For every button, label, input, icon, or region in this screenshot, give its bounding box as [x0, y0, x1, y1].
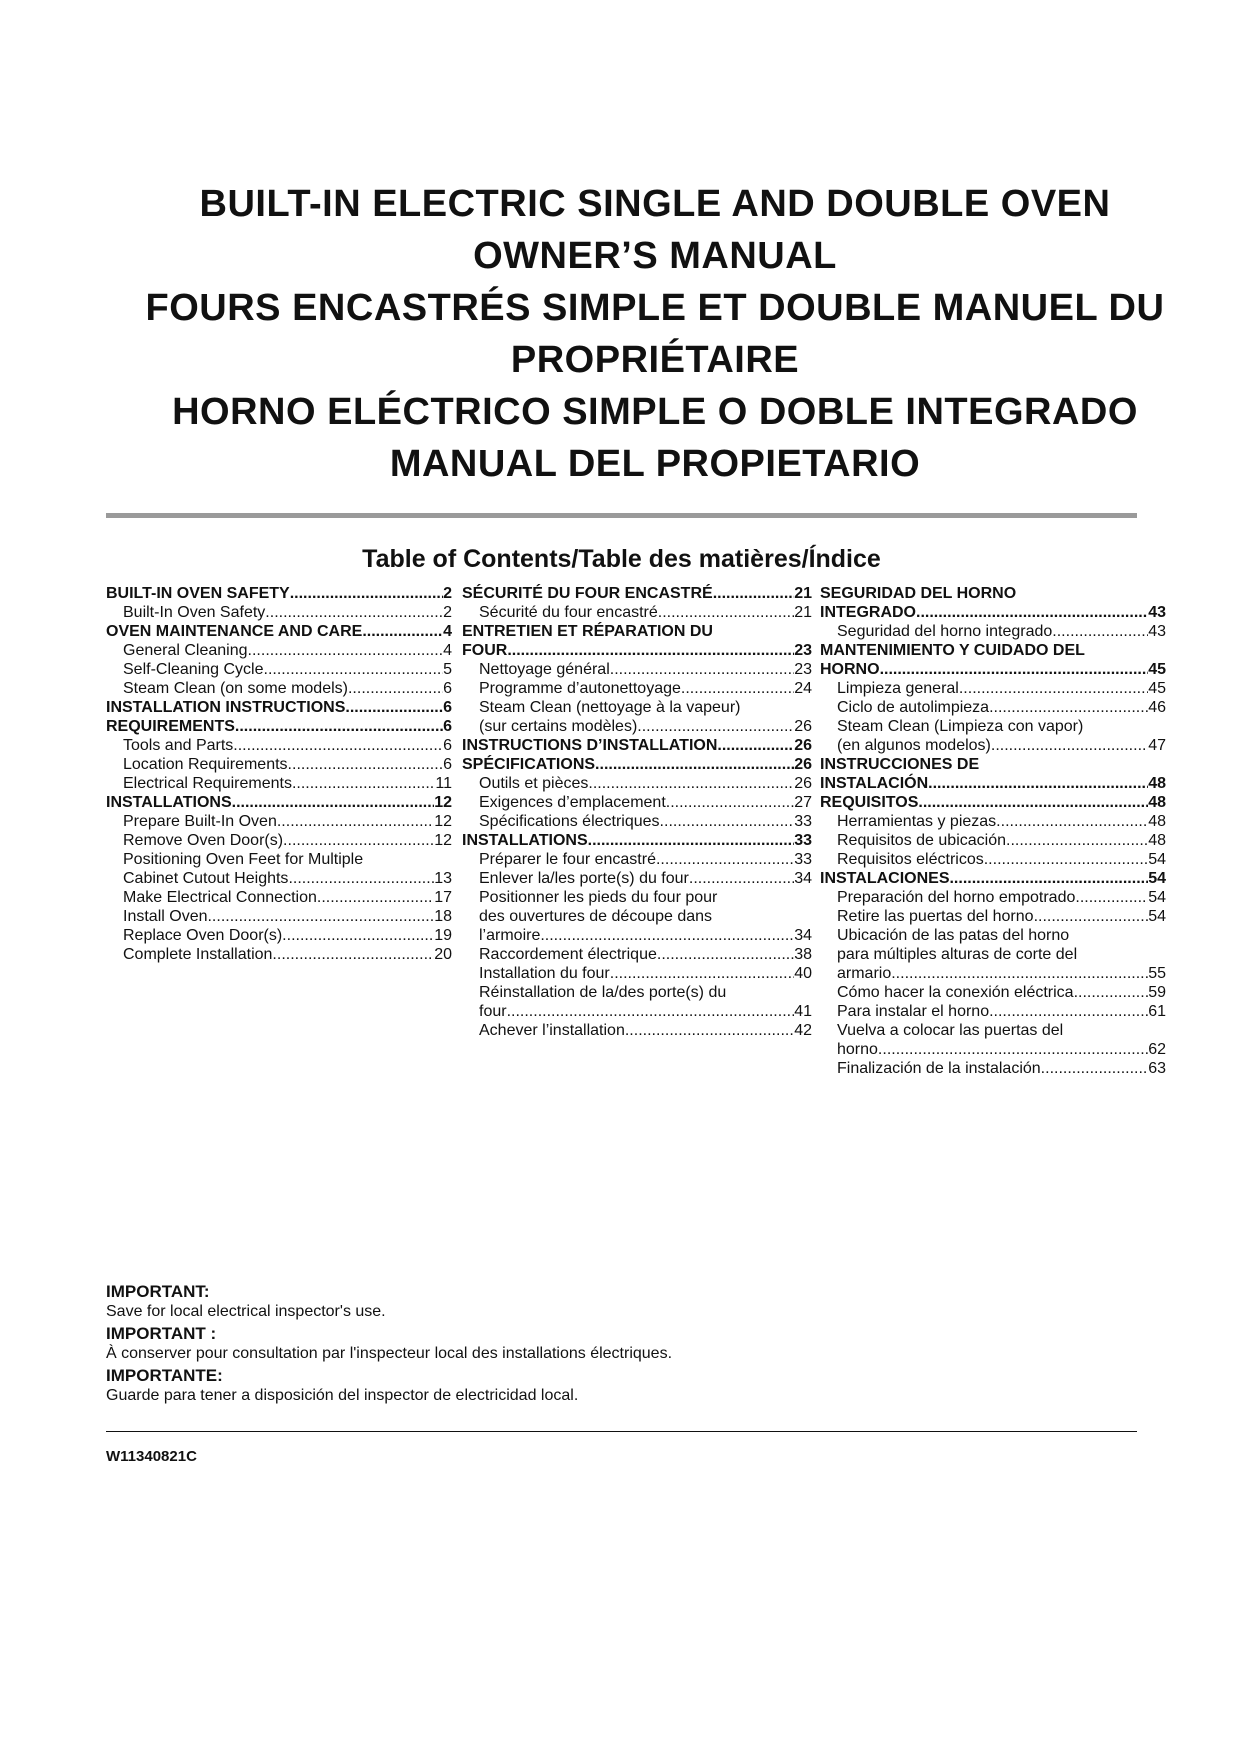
toc-entry-label: INSTALLATIONS: [462, 832, 588, 849]
toc-entry: [820, 755, 1166, 774]
toc-entry-page: 4: [443, 642, 452, 659]
toc-entry-label: INSTALACIÓN: [820, 775, 929, 792]
toc-entry-page: 21: [794, 604, 812, 621]
toc-leader-dots: [248, 641, 444, 660]
title-line: PROPRIÉTAIRE: [510, 339, 800, 381]
toc-entry: [820, 907, 1166, 926]
toc-entry-page: 54: [1148, 870, 1166, 887]
toc-column-english: [106, 584, 452, 964]
toc-entry-label: Remove Oven Door(s): [123, 832, 284, 849]
toc-leader-dots: [656, 850, 794, 869]
toc-leader-dots: [282, 926, 434, 945]
toc-entry-label: Herramientas y piezas: [837, 813, 997, 830]
toc-entry-page: 54: [1148, 908, 1166, 925]
toc-leader-dots: [1075, 888, 1148, 907]
toc-entry-page: 6: [443, 680, 452, 697]
toc-leader-dots: [277, 812, 434, 831]
toc-entry: [820, 945, 1166, 964]
toc-entry: [462, 717, 812, 736]
toc-leader-dots: [290, 584, 443, 603]
toc-leader-dots: [588, 831, 795, 850]
toc-entry-label: Electrical Requirements: [123, 775, 292, 792]
toc-entry-label: INSTRUCCIONES DE: [820, 756, 980, 773]
manual-title: [100, 178, 1210, 490]
toc-entry: [820, 736, 1166, 755]
toc-entry-label: SEGURIDAD DEL HORNO: [820, 585, 1017, 602]
toc-entry: [462, 660, 812, 679]
toc-entry-page: 26: [794, 718, 812, 735]
toc-entry-page: 12: [434, 832, 452, 849]
toc-entry-label: REQUIREMENTS: [106, 718, 235, 735]
toc-entry-page: 2: [443, 585, 452, 602]
toc-entry: [462, 1021, 812, 1040]
toc-entry-label: Cómo hacer la conexión eléctrica: [837, 984, 1074, 1001]
toc-entry-label: Requisitos de ubicación: [837, 832, 1006, 849]
toc-leader-dots: [928, 774, 1148, 793]
toc-entry-label: INSTALLATION INSTRUCTIONS: [106, 699, 346, 716]
title-line: FOURS ENCASTRÉS SIMPLE ET DOUBLE MANUEL DU: [145, 287, 1165, 329]
toc-entry-label: Sécurité du four encastré: [479, 604, 658, 621]
toc-entry-label: Make Electrical Connection: [123, 889, 317, 906]
toc-entry-label: INSTRUCTIONS D’INSTALLATION: [462, 737, 718, 754]
toc-leader-dots: [1006, 831, 1148, 850]
toc-entry: [462, 850, 812, 869]
toc-entry-page: 54: [1148, 889, 1166, 906]
toc-entry-label: para múltiples alturas de corte del: [837, 946, 1078, 963]
toc-entry: [106, 755, 452, 774]
toc-leader-dots: [507, 641, 794, 660]
toc-entry: [462, 831, 812, 850]
toc-entry: [820, 926, 1166, 945]
toc-entry-label: Programme d’autonettoyage: [479, 680, 681, 697]
toc-leader-dots: [363, 850, 452, 869]
toc-entry-page: 4: [443, 623, 452, 640]
toc-entry: [106, 622, 452, 641]
toc-entry-page: 26: [794, 756, 812, 773]
toc-entry-label: Steam Clean (Limpieza con vapor): [837, 718, 1084, 735]
toc-entry-label: Achever l’installation: [479, 1022, 625, 1039]
toc-leader-dots: [1052, 622, 1148, 641]
toc-entry: [462, 774, 812, 793]
toc-entry: [820, 793, 1166, 812]
toc-leader-dots: [666, 793, 794, 812]
toc-entry: [462, 888, 812, 907]
toc-entry-page: 6: [443, 737, 452, 754]
toc-entry-label: REQUISITOS: [820, 794, 919, 811]
toc-leader-dots: [1041, 1059, 1149, 1078]
toc-leader-dots: [984, 850, 1148, 869]
toc-entry-label: INTEGRADO: [820, 604, 916, 621]
toc-entry-label: Outils et pièces: [479, 775, 589, 792]
toc-entry-label: Enlever la/les porte(s) du four: [479, 870, 689, 887]
notice-heading-es: IMPORTANTE:: [106, 1366, 223, 1385]
footer-divider: [106, 1431, 1137, 1432]
toc-leader-dots: [595, 755, 794, 774]
toc-leader-dots: [878, 1040, 1148, 1059]
toc-entry-page: 41: [794, 1003, 812, 1020]
title-line: OWNER’S MANUAL: [473, 235, 837, 277]
notice-heading-fr: IMPORTANT :: [106, 1324, 217, 1343]
toc-leader-dots: [1063, 1021, 1166, 1040]
toc-entry-label: Finalización de la instalación: [837, 1060, 1041, 1077]
toc-entry: [106, 907, 452, 926]
toc-entry-label: BUILT-IN OVEN SAFETY: [106, 585, 290, 602]
toc-entry-page: 38: [794, 946, 812, 963]
toc-leader-dots: [637, 717, 794, 736]
toc-entry-page: 48: [1148, 775, 1166, 792]
toc-entry-page: 33: [794, 813, 812, 830]
toc-entry-label: Réinstallation de la/des porte(s) du: [479, 984, 727, 1001]
toc-entry-label: INSTALLATIONS: [106, 794, 232, 811]
toc-leader-dots: [288, 755, 444, 774]
toc-leader-dots: [713, 622, 812, 641]
toc-entry-page: 23: [794, 661, 812, 678]
toc-entry-page: 61: [1148, 1003, 1166, 1020]
toc-leader-dots: [1085, 641, 1166, 660]
toc-entry-label: horno: [837, 1041, 878, 1058]
toc-entry: [462, 869, 812, 888]
toc-leader-dots: [996, 812, 1148, 831]
toc-entry: [820, 812, 1166, 831]
toc-entry-label: Préparer le four encastré: [479, 851, 656, 868]
toc-entry-page: 45: [1148, 680, 1166, 697]
toc-entry: [106, 945, 452, 964]
toc-entry: [106, 603, 452, 622]
toc-entry-label: MANTENIMIENTO Y CUIDADO DEL: [820, 642, 1085, 659]
toc-entry-page: 48: [1148, 832, 1166, 849]
toc-entry-label: Replace Oven Door(s): [123, 927, 283, 944]
toc-leader-dots: [348, 679, 443, 698]
toc-leader-dots: [658, 603, 794, 622]
toc-entry: [820, 964, 1166, 983]
toc-entry-page: 13: [434, 870, 452, 887]
toc-leader-dots: [949, 869, 1148, 888]
toc-entry: [462, 603, 812, 622]
toc-entry: [106, 660, 452, 679]
toc-entry-label: Raccordement électrique: [479, 946, 657, 963]
toc-leader-dots: [540, 926, 794, 945]
toc-leader-dots: [625, 1021, 794, 1040]
toc-entry-label: Cabinet Cutout Heights: [123, 870, 289, 887]
document-number: W11340821C: [106, 1448, 197, 1465]
toc-entry-page: 24: [794, 680, 812, 697]
toc-entry-label: ENTRETIEN ET RÉPARATION DU: [462, 623, 713, 640]
toc-entry-page: 34: [794, 870, 812, 887]
toc-entry: [462, 964, 812, 983]
toc-entry: [106, 850, 452, 869]
toc-leader-dots: [288, 869, 434, 888]
toc-entry: [462, 907, 812, 926]
toc-entry: [462, 736, 812, 755]
toc-leader-dots: [712, 907, 812, 926]
toc-leader-dots: [979, 755, 1166, 774]
toc-leader-dots: [588, 774, 794, 793]
toc-leader-dots: [918, 793, 1148, 812]
toc-entry-label: OVEN MAINTENANCE AND CARE: [106, 623, 363, 640]
toc-entry-label: Built-In Oven Safety: [123, 604, 266, 621]
toc-entry-page: 6: [443, 756, 452, 773]
toc-entry-page: 48: [1148, 813, 1166, 830]
toc-entry-page: 55: [1148, 965, 1166, 982]
toc-entry-label: FOUR: [462, 642, 508, 659]
toc-entry: [462, 698, 812, 717]
toc-entry: [820, 1021, 1166, 1040]
toc-entry-label: Ubicación de las patas del horno: [837, 927, 1070, 944]
toc-leader-dots: [689, 869, 794, 888]
toc-entry-label: HORNO: [820, 661, 880, 678]
toc-entry-page: 6: [443, 699, 452, 716]
toc-entry: [106, 736, 452, 755]
toc-entry: [106, 869, 452, 888]
toc-entry-page: 12: [434, 794, 452, 811]
toc-entry: [106, 717, 452, 736]
notice-text-en: Save for local electrical inspector's use.: [106, 1303, 386, 1320]
toc-leader-dots: [726, 983, 812, 1002]
toc-entry-label: Para instalar el horno: [837, 1003, 990, 1020]
toc-entry: [106, 831, 452, 850]
toc-entry-label: Exigences d’emplacement: [479, 794, 666, 811]
toc-entry-label: four: [479, 1003, 507, 1020]
toc-entry: [462, 679, 812, 698]
toc-entry-label: Self-Cleaning Cycle: [123, 661, 264, 678]
toc-entry: [820, 679, 1166, 698]
toc-entry-label: Complete Installation: [123, 946, 273, 963]
title-divider: [106, 513, 1137, 518]
toc-entry-page: 5: [443, 661, 452, 678]
toc-entry-label: SPÉCIFICATIONS: [462, 756, 596, 773]
toc-entry-page: 42: [794, 1022, 812, 1039]
toc-entry-label: (sur certains modèles): [479, 718, 638, 735]
toc-entry-label: armario: [837, 965, 892, 982]
toc-entry: [462, 945, 812, 964]
toc-leader-dots: [610, 660, 794, 679]
toc-leader-dots: [717, 736, 794, 755]
toc-leader-dots: [660, 812, 795, 831]
toc-entry-label: Ciclo de autolimpieza: [837, 699, 990, 716]
toc-entry-page: 27: [794, 794, 812, 811]
toc-entry-page: 48: [1148, 794, 1166, 811]
toc-leader-dots: [1074, 983, 1149, 1002]
toc-entry-label: (en algunos modelos): [837, 737, 991, 754]
toc-entry-label: General Cleaning: [123, 642, 248, 659]
toc-entry: [820, 622, 1166, 641]
toc-entry-page: 46: [1148, 699, 1166, 716]
toc-entry-label: l’armoire: [479, 927, 541, 944]
toc-entry-page: 45: [1148, 661, 1166, 678]
toc-leader-dots: [610, 964, 794, 983]
toc-leader-dots: [233, 736, 443, 755]
toc-entry: [820, 698, 1166, 717]
toc-entry-page: 34: [794, 927, 812, 944]
toc-entry-page: 26: [794, 775, 812, 792]
toc-entry-label: Limpieza general: [837, 680, 959, 697]
toc-heading: Table of Contents/Table des matières/Índice: [362, 545, 881, 573]
toc-entry-page: 21: [794, 585, 812, 602]
toc-entry: [462, 755, 812, 774]
toc-entry: [462, 983, 812, 1002]
toc-entry-page: 63: [1148, 1060, 1166, 1077]
title-line: MANUAL DEL PROPIETARIO: [389, 443, 921, 485]
toc-entry: [820, 850, 1166, 869]
toc-leader-dots: [207, 907, 434, 926]
toc-leader-dots: [345, 698, 443, 717]
toc-entry-label: Positionner les pieds du four pour: [479, 889, 718, 906]
toc-entry: [462, 584, 812, 603]
toc-entry-label: Positioning Oven Feet for Multiple: [123, 851, 364, 868]
toc-leader-dots: [959, 679, 1148, 698]
toc-entry-page: 40: [794, 965, 812, 982]
toc-entry-label: INSTALACIONES: [820, 870, 950, 887]
toc-entry: [106, 888, 452, 907]
toc-entry: [462, 793, 812, 812]
toc-leader-dots: [1016, 584, 1166, 603]
toc-entry-label: Nettoyage général: [479, 661, 610, 678]
toc-entry: [462, 1002, 812, 1021]
toc-entry-label: Seguridad del horno integrado: [837, 623, 1053, 640]
toc-entry-page: 6: [443, 718, 452, 735]
toc-entry: [462, 622, 812, 641]
toc-leader-dots: [1069, 926, 1166, 945]
title-line: BUILT-IN ELECTRIC SINGLE AND DOUBLE OVEN: [199, 183, 1111, 225]
toc-entry-label: Retire las puertas del horno: [837, 908, 1034, 925]
toc-entry-page: 59: [1148, 984, 1166, 1001]
toc-entry-page: 12: [434, 813, 452, 830]
toc-entry-label: Steam Clean (nettoyage à la vapeur): [479, 699, 741, 716]
toc-column-french: [462, 584, 812, 1040]
toc-leader-dots: [362, 622, 443, 641]
toc-entry-label: Location Requirements: [123, 756, 288, 773]
toc-entry: [820, 603, 1166, 622]
toc-entry: [106, 584, 452, 603]
toc-entry: [820, 774, 1166, 793]
toc-entry: [820, 1002, 1166, 1021]
toc-entry: [462, 641, 812, 660]
toc-column-spanish: [820, 584, 1166, 1078]
toc-leader-dots: [1077, 945, 1166, 964]
toc-leader-dots: [891, 964, 1148, 983]
toc-entry: [106, 812, 452, 831]
toc-leader-dots: [1034, 907, 1149, 926]
toc-entry-label: SÉCURITÉ DU FOUR ENCASTRÉ: [462, 585, 713, 602]
toc-entry: [820, 831, 1166, 850]
toc-entry: [106, 679, 452, 698]
toc-entry-page: 43: [1148, 623, 1166, 640]
toc-entry-label: Installation du four: [479, 965, 610, 982]
toc-entry-page: 19: [434, 927, 452, 944]
toc-entry: [820, 1040, 1166, 1059]
toc-entry: [462, 812, 812, 831]
toc-leader-dots: [283, 831, 434, 850]
toc-entry: [106, 641, 452, 660]
toc-entry-page: 54: [1148, 851, 1166, 868]
toc-leader-dots: [657, 945, 794, 964]
toc-entry: [820, 641, 1166, 660]
toc-leader-dots: [989, 1002, 1148, 1021]
notice-text-fr: À conserver pour consultation par l'inspecteur local des installations électriques.: [106, 1345, 673, 1362]
toc-entry-page: 62: [1148, 1041, 1166, 1058]
toc-entry: [106, 774, 452, 793]
toc-entry: [820, 1059, 1166, 1078]
toc-entry: [820, 717, 1166, 736]
toc-entry-label: Requisitos eléctricos: [837, 851, 984, 868]
toc-entry: [106, 698, 452, 717]
toc-entry-label: des ouvertures de découpe dans: [479, 908, 713, 925]
toc-entry-page: 47: [1148, 737, 1166, 754]
toc-entry: [462, 926, 812, 945]
toc-leader-dots: [880, 660, 1149, 679]
toc-leader-dots: [235, 717, 443, 736]
toc-leader-dots: [292, 774, 435, 793]
toc-leader-dots: [916, 603, 1148, 622]
toc-entry-page: 23: [794, 642, 812, 659]
toc-leader-dots: [232, 793, 435, 812]
toc-leader-dots: [1083, 717, 1166, 736]
toc-entry-label: Steam Clean (on some models): [123, 680, 348, 697]
toc-entry-page: 11: [435, 775, 452, 792]
title-line: HORNO ELÉCTRICO SIMPLE O DOBLE INTEGRADO: [172, 391, 1138, 433]
toc-entry-label: Preparación del horno empotrado: [837, 889, 1076, 906]
toc-entry-label: Vuelva a colocar las puertas del: [837, 1022, 1064, 1039]
toc-leader-dots: [713, 584, 795, 603]
toc-leader-dots: [681, 679, 794, 698]
toc-entry-label: Tools and Parts: [123, 737, 234, 754]
toc-leader-dots: [717, 888, 812, 907]
toc-leader-dots: [272, 945, 434, 964]
toc-leader-dots: [264, 660, 444, 679]
toc-entry-label: Install Oven: [123, 908, 208, 925]
toc-leader-dots: [991, 736, 1148, 755]
toc-leader-dots: [507, 1002, 795, 1021]
toc-entry-page: 2: [443, 604, 452, 621]
toc-leader-dots: [989, 698, 1148, 717]
toc-entry: [820, 983, 1166, 1002]
toc-entry-page: 18: [434, 908, 452, 925]
toc-entry-page: 33: [794, 851, 812, 868]
toc-entry-page: 33: [794, 832, 812, 849]
toc-entry: [820, 888, 1166, 907]
toc-entry-label: Prepare Built-In Oven: [123, 813, 277, 830]
toc-leader-dots: [317, 888, 434, 907]
toc-entry-label: Spécifications électriques: [479, 813, 660, 830]
notice-text-es: Guarde para tener a disposición del inspector de electricidad local.: [106, 1387, 579, 1404]
toc-entry: [106, 793, 452, 812]
toc-entry-page: 43: [1148, 604, 1166, 621]
toc-entry: [820, 869, 1166, 888]
toc-leader-dots: [740, 698, 812, 717]
toc-entry-page: 26: [794, 737, 812, 754]
toc-entry-page: 17: [434, 889, 452, 906]
toc-entry: [106, 926, 452, 945]
important-notices: [106, 1282, 1006, 1408]
notice-heading-en: IMPORTANT:: [106, 1282, 210, 1301]
toc-entry: [820, 660, 1166, 679]
toc-leader-dots: [265, 603, 443, 622]
toc-entry-page: 20: [434, 946, 452, 963]
toc-entry: [820, 584, 1166, 603]
